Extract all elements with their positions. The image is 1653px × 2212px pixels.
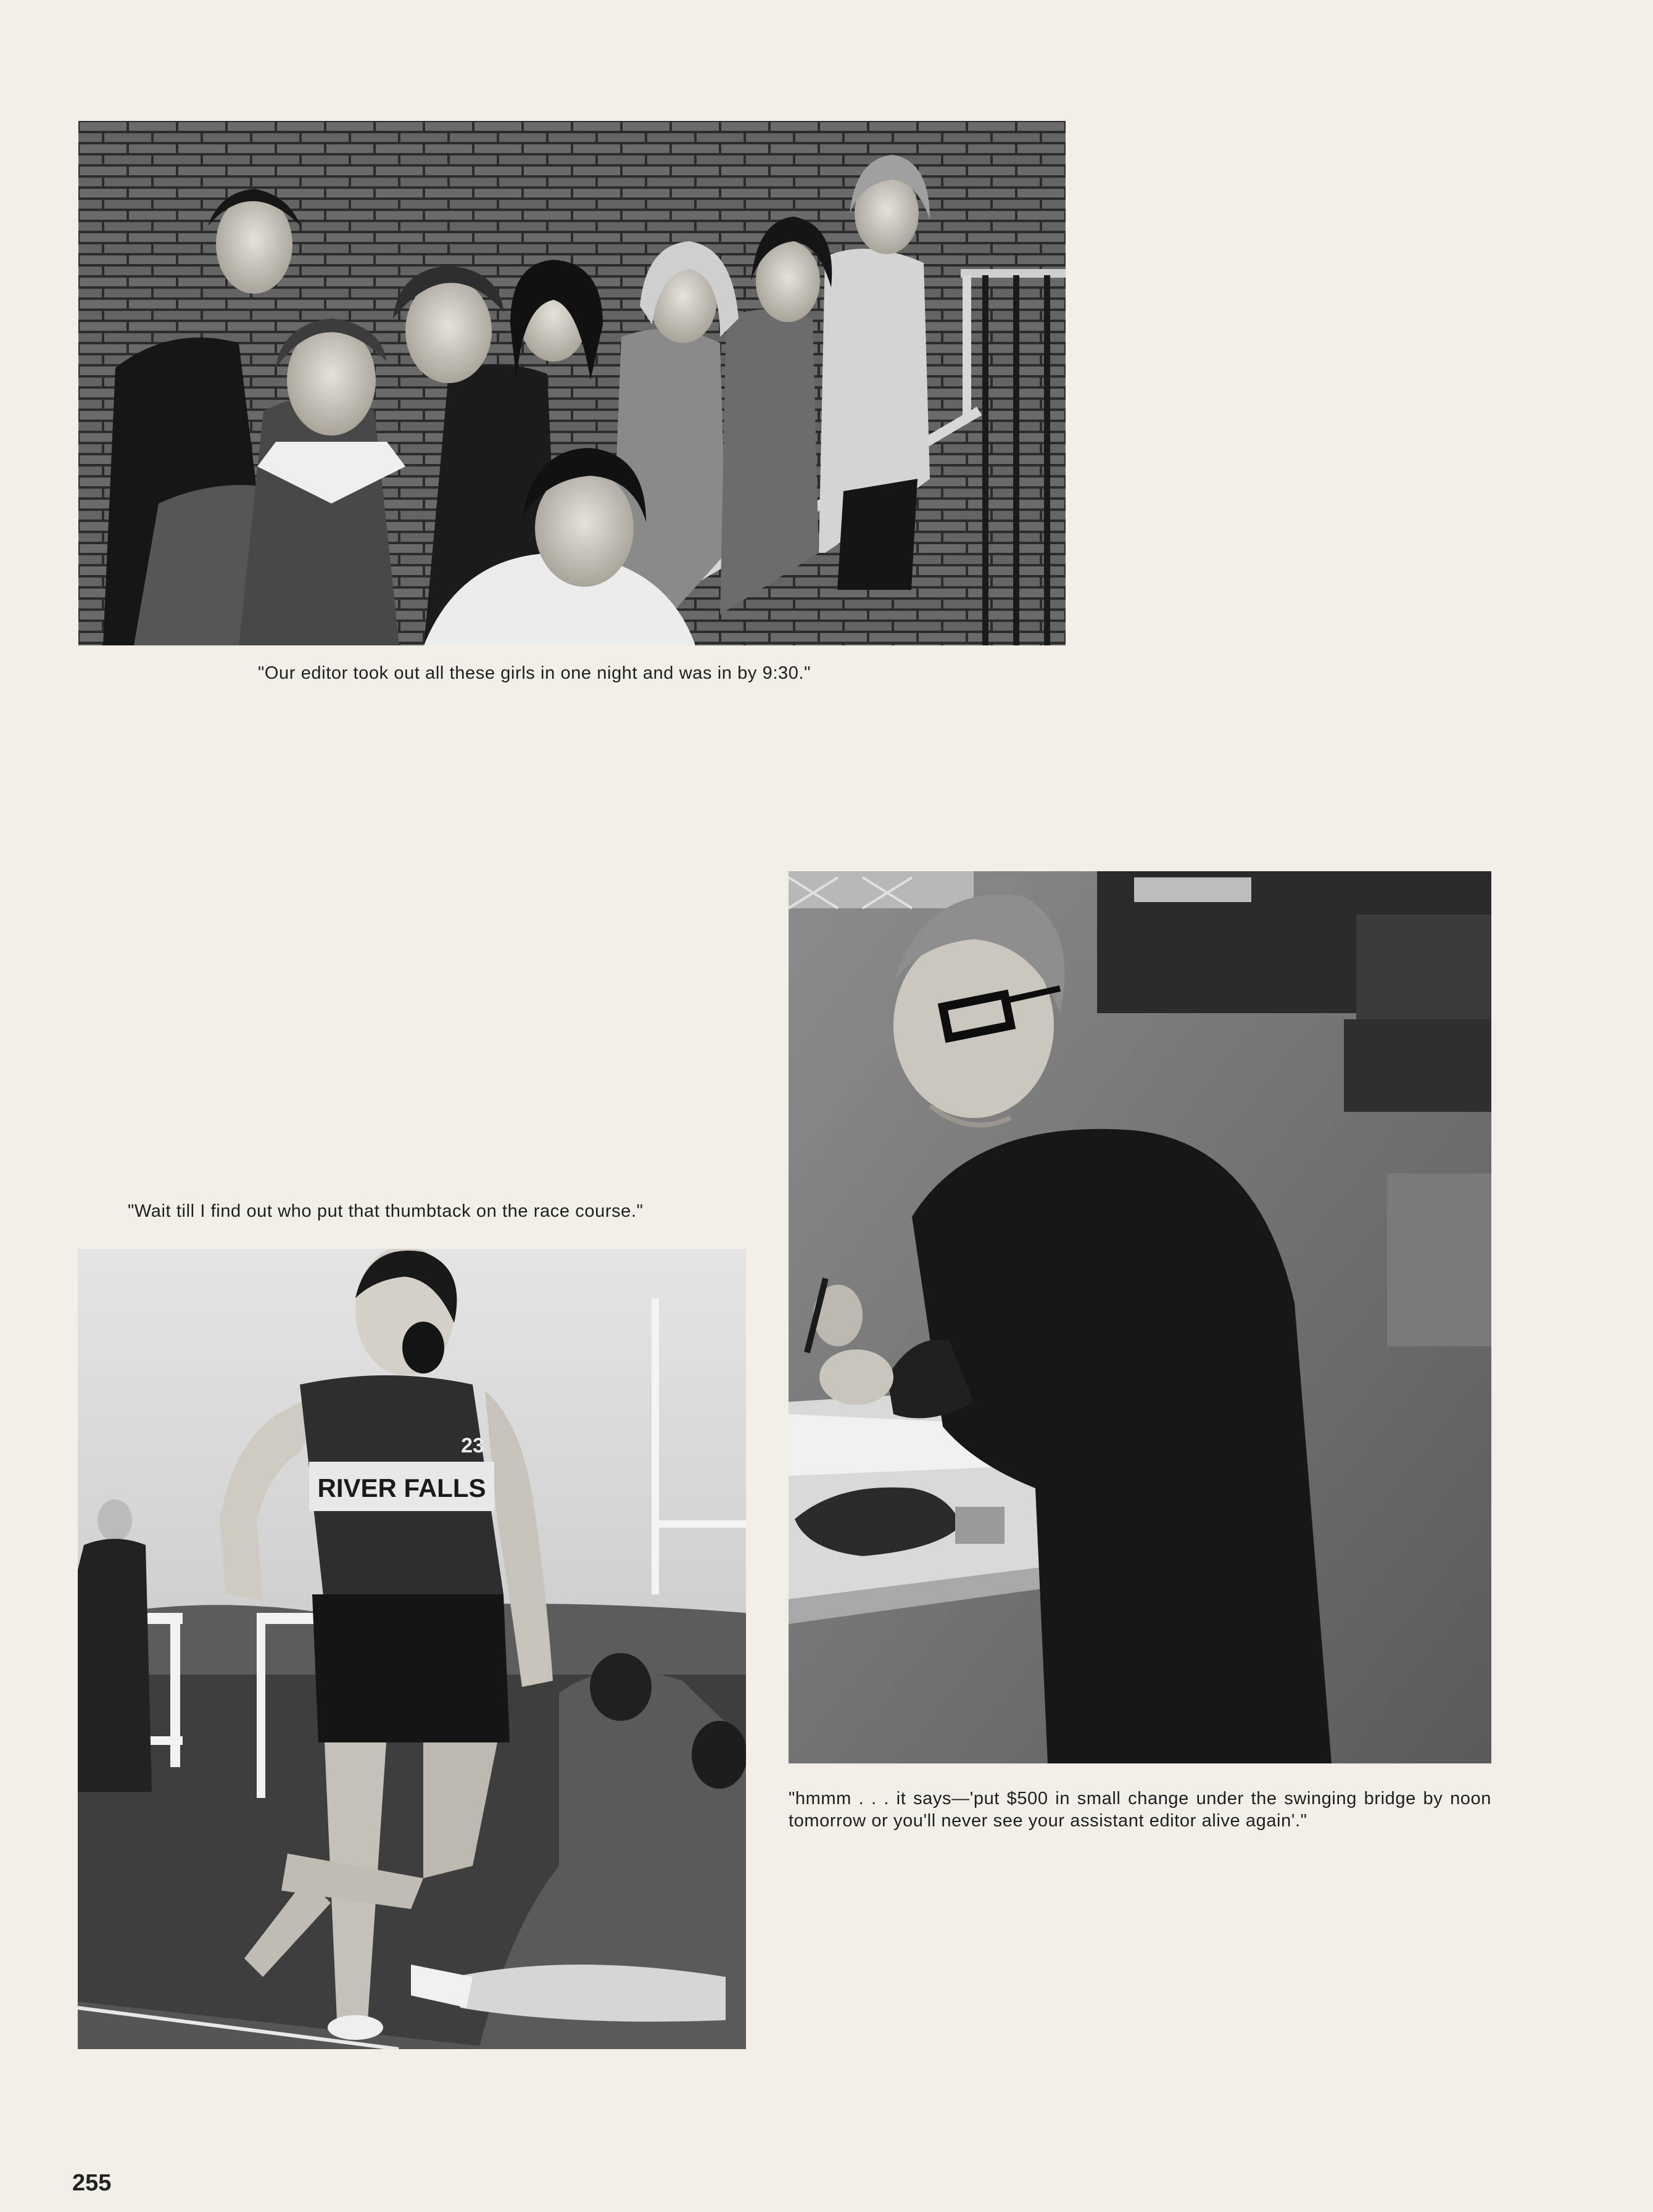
photo-editor-writing <box>789 871 1491 1763</box>
caption-girls-photo: "Our editor took out all these girls in one night and was in by 9:30." <box>258 663 811 683</box>
editor-photo-image <box>789 871 1491 1763</box>
runner-photo-image <box>78 1249 746 2049</box>
photo-runner-shouting <box>78 1249 746 2049</box>
caption-runner-photo: "Wait till I find out who put that thumbtack on the race course." <box>128 1201 644 1221</box>
runner-jersey-number: 23 <box>461 1434 484 1457</box>
caption-editor-photo: "hmmm . . . it says—'put $500 in small change under the swinging bridge by noon tomorrow or you'll never see your assistant editor alive again'." <box>789 1789 1491 1831</box>
photo-girls-on-stairs <box>78 121 1066 645</box>
page-number: 255 <box>72 2170 112 2196</box>
girls-photo-image <box>78 121 1066 645</box>
runner-jersey-text: RIVER FALLS <box>317 1473 486 1502</box>
